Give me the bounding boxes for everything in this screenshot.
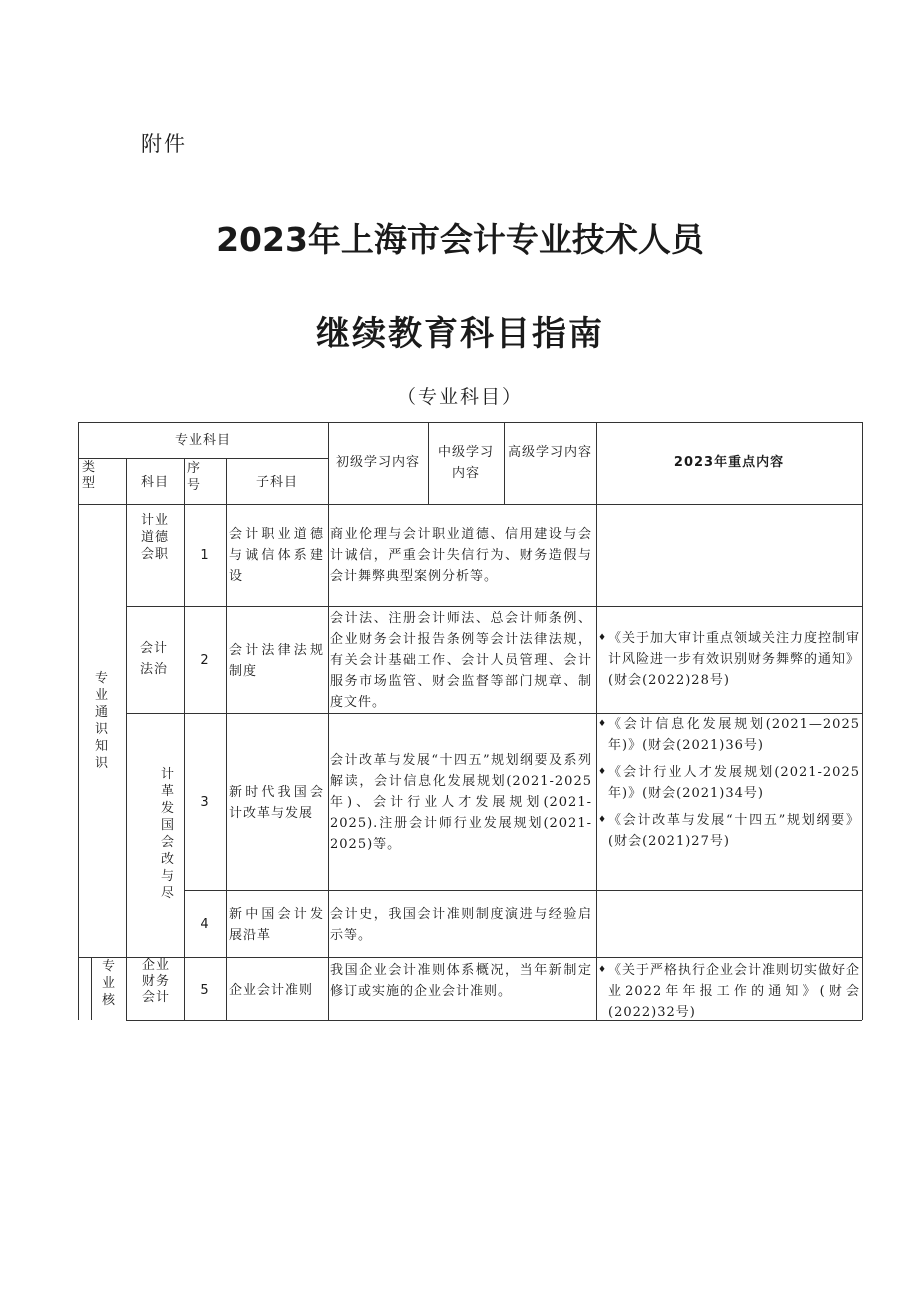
header-seq: 序号 [186,461,201,493]
header-type: 类型 [81,460,96,491]
header-sub-subject: 子科目 [255,475,298,490]
row5-sub-subject: 企业会计准则 [229,983,314,998]
row4-content: 会计史，我国会计准则制度演进与经验启示等。 [330,907,592,943]
row3-content: 会计改革与发展“十四五”规划纲要及系列解读，会计信息化发展规划(2021-2025年)、会计行业人才发展规划(2021-2025).注册会计师行业发展规划(2021-2025)等。 [330,753,592,852]
row4-sub-subject: 新中国会计发展沿革 [229,907,324,943]
header-key-2023: 2023年重点内容 [673,455,785,470]
row2-seq: 2 [200,653,210,668]
row1-subject: 计业道德会职 [140,513,169,562]
header-junior: 初级学习内容 [335,455,420,470]
row2-subject: 会计法治 [139,641,168,677]
header-intermediate: 中级学习内容 [437,445,494,481]
row3-key-point-1: ♦ 《会计信息化发展规划(2021—2025年)》(财会(2021)36号) [598,717,860,753]
page-title-line1: 2023年上海市会计专业技术人员 [216,220,704,259]
row1-seq: 1 [200,548,210,563]
row2-sub-subject: 会计法律法规制度 [229,643,324,679]
row1-content: 商业伦理与会计职业道德、信用建设与会计诚信，严重会计失信行为、财务造假与会计舞弊典型案例分析等。 [330,527,592,584]
row5-seq: 5 [200,983,210,998]
row3-key-point-2: ♦ 《会计行业人才发展规划(2021-2025年)》(财会(2021)34号) [598,765,860,801]
row5-subject: 企业财务会计 [141,958,170,1005]
row3-sub-subject: 新时代我国会计改革与发展 [229,785,324,821]
row3-key-points [598,714,860,852]
row1-sub-subject: 会计职业道德与诚信体系建设 [229,527,324,584]
header-senior: 高级学习内容 [508,445,593,460]
type-general-knowledge: 专业通识知识 [94,671,109,771]
row5-key-point: ♦ 《关于严格执行企业会计准则切实做好企业2022年年报工作的通知》(财会(2022)32号) [598,963,861,1020]
type-professional-core: 专业核 [101,959,116,1008]
row4-seq: 4 [200,917,210,932]
row3-key-point-3: ♦ 《会计改革与发展“十四五”规划纲要》(财会(2021)27号) [598,813,860,849]
page-subtitle: （专业科目） [396,386,523,408]
page-title-line2: 继续教育科目指南 [316,314,604,354]
row2-key-point: ♦ 《关于加大审计重点领域关注力度控制审计风险进一步有效识别财务舞弊的通知》(财会(2022)28号) [598,631,861,688]
row5-content: 我国企业会计准则体系概况，当年新制定修订或实施的企业会计准则。 [330,963,592,999]
header-professional-subject: 专业科目 [174,433,231,448]
attachment-label: 附件 [141,132,187,156]
header-subject: 科目 [140,475,169,490]
row3-subject: 计革发国会改与尽 [160,767,175,901]
row2-content: 会计法、注册会计师法、总会计师条例、企业财务会计报告条例等会计法律法规，有关会计基础工作、会计人员管理、会计服务市场监管、财会监督等部门规章、制度文件。 [330,611,592,710]
row3-seq: 3 [200,795,210,810]
